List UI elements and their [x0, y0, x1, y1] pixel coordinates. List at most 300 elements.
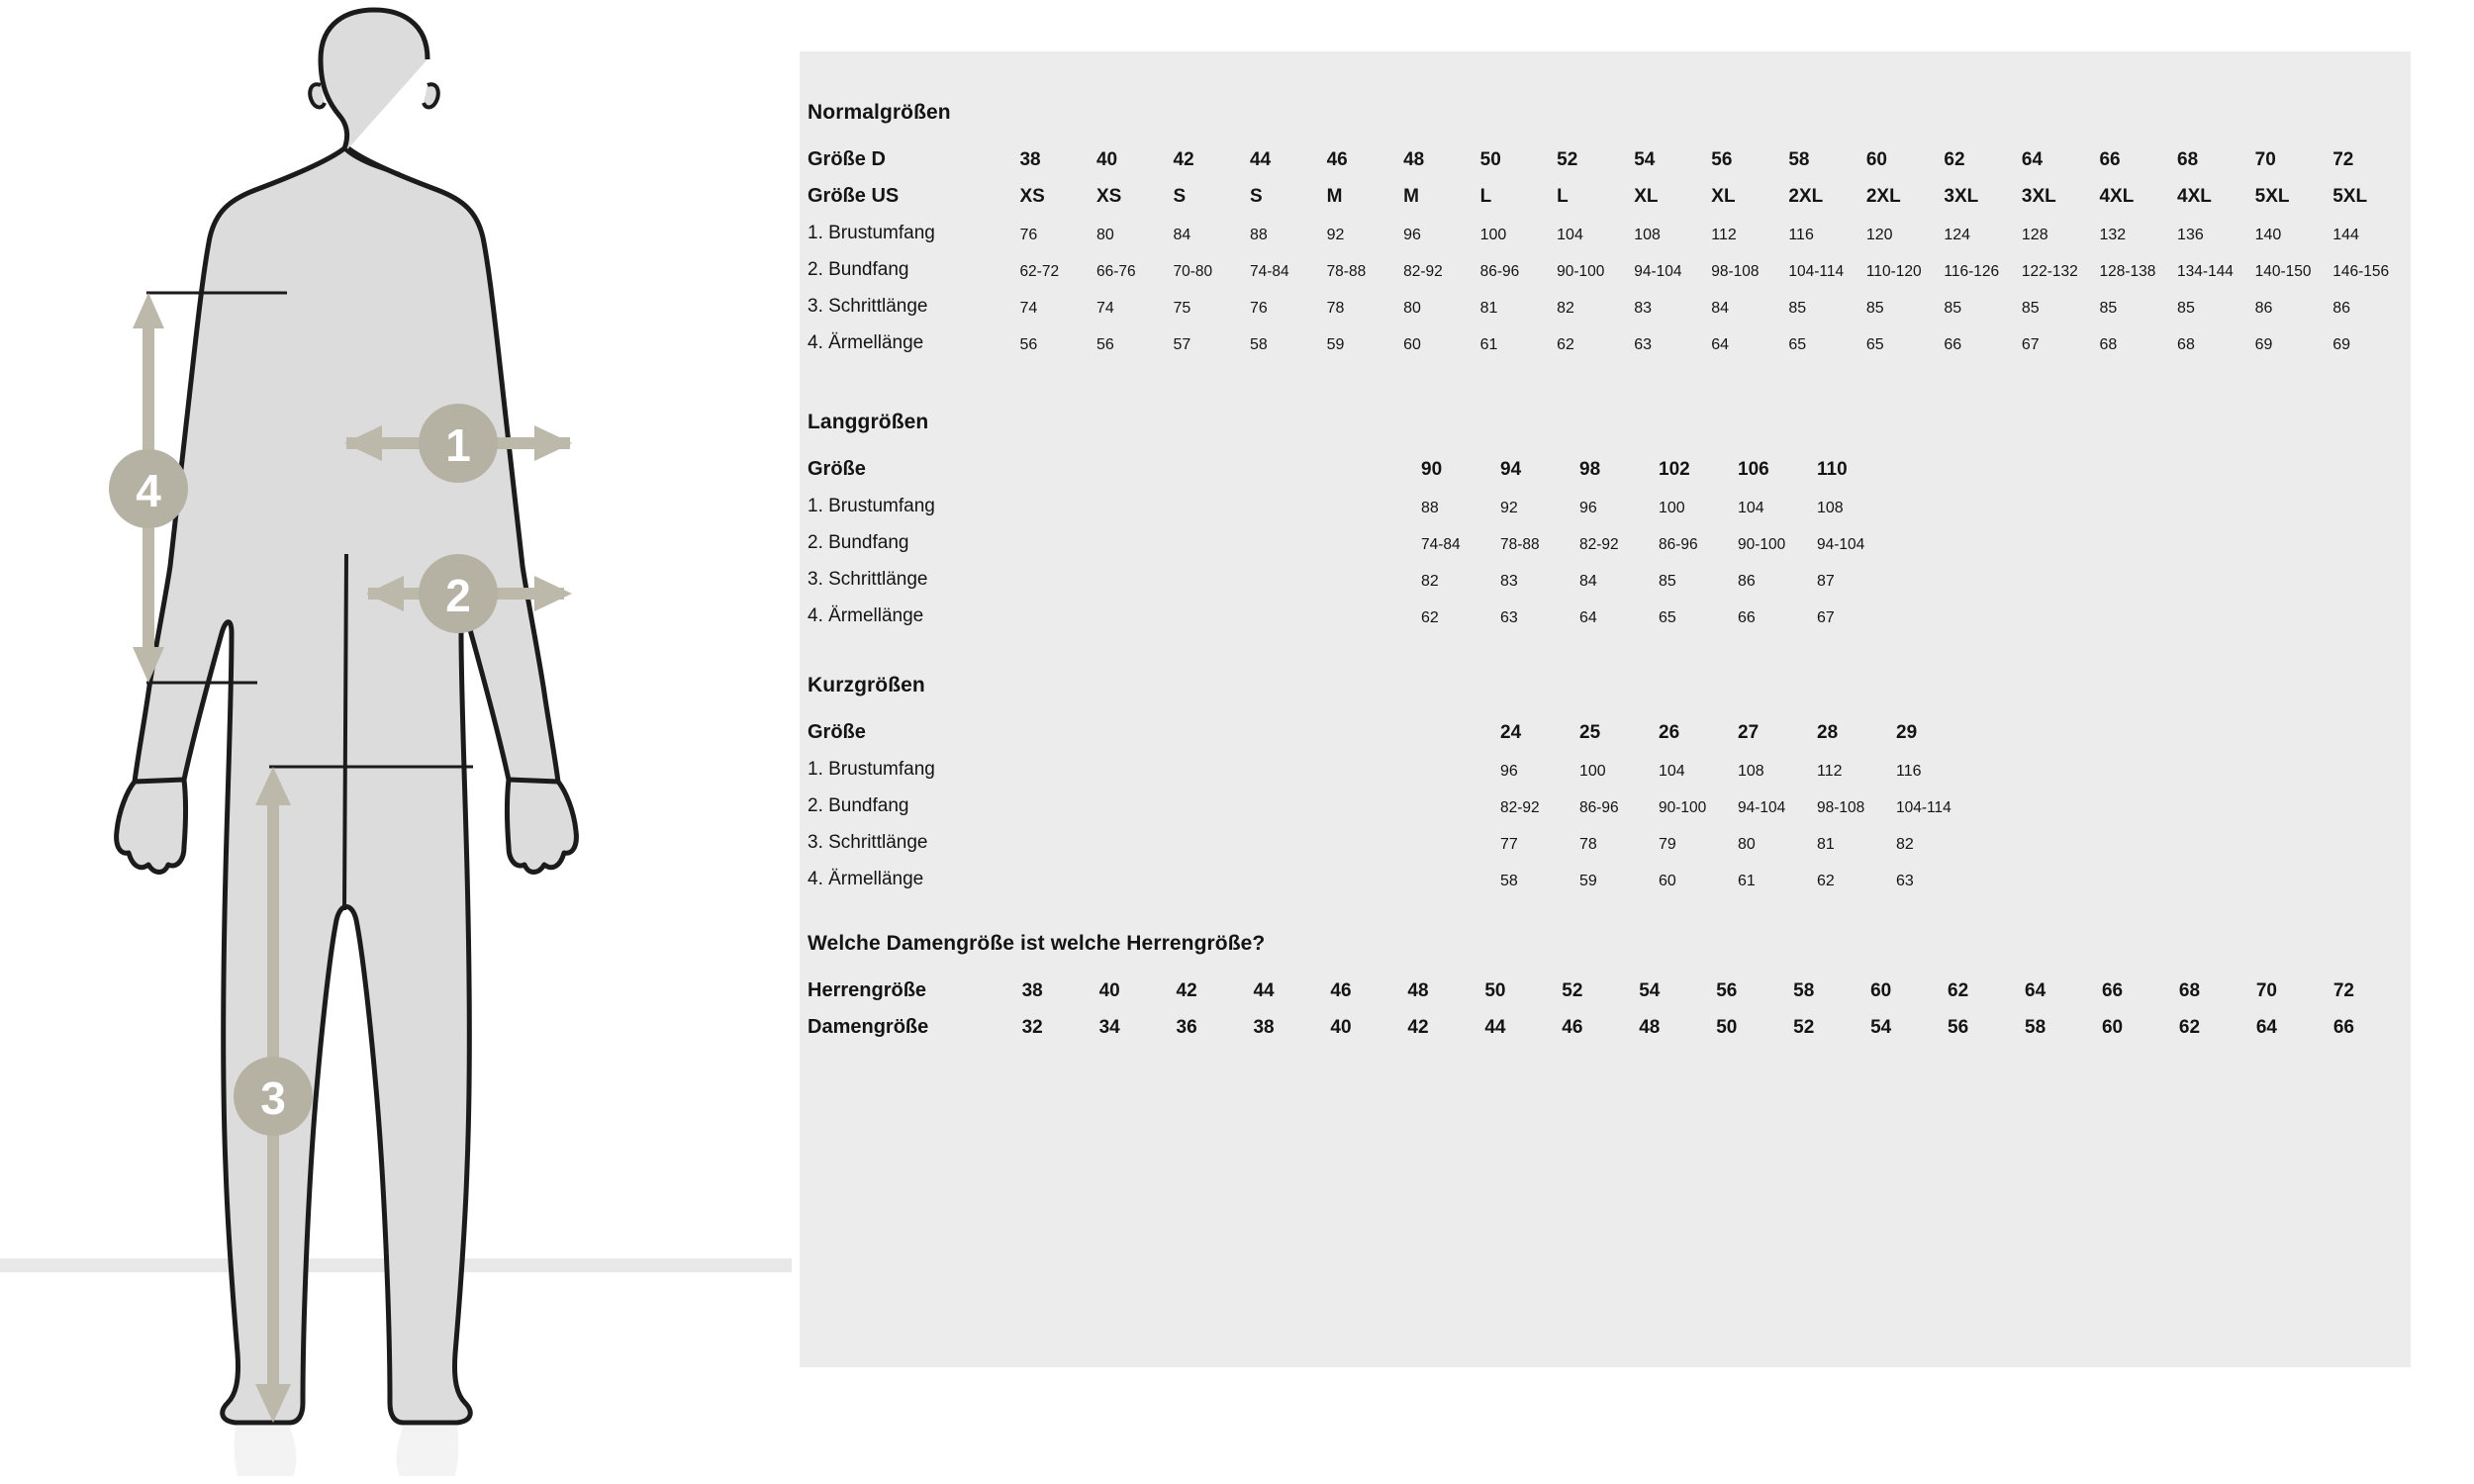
spacer-cell — [1263, 554, 1342, 591]
row-label: Größe — [808, 721, 866, 743]
table-cell: 108 — [1738, 763, 1764, 780]
row-label: Größe D — [808, 148, 886, 170]
table-cell: 76 — [1019, 227, 1038, 243]
table-cell: 84 — [1173, 227, 1191, 243]
spacer-cell — [1104, 744, 1184, 781]
table-cell: S — [1250, 186, 1263, 207]
section-size-conversion — [808, 932, 2411, 1039]
table-cell: 85 — [1944, 300, 1962, 317]
spacer-cell — [1184, 781, 1263, 817]
table-cell: 68 — [2178, 980, 2201, 1001]
table-cell: 94-104 — [1634, 263, 1682, 280]
table-normalgroessen — [808, 135, 2411, 354]
table-cell: 70 — [2255, 980, 2277, 1001]
table-cell: 84 — [1579, 573, 1597, 590]
table-cell: 98 — [1579, 459, 1601, 480]
table-cell: 94 — [1500, 459, 1522, 480]
table-cell: 120 — [1865, 227, 1893, 243]
table-cell: 82 — [1896, 836, 1914, 853]
table-cell: 32 — [1021, 1017, 1043, 1038]
spacer-cell — [1104, 854, 1184, 890]
table-cell: 85 — [2099, 300, 2118, 317]
table-cell: 82 — [1421, 573, 1439, 590]
section-title-conversion: Welche Damengröße ist welche Herrengröße? — [808, 932, 1266, 955]
table-cell: 146-156 — [2332, 263, 2390, 280]
table-row — [808, 781, 1975, 817]
table-cell: 54 — [1870, 1017, 1892, 1038]
spacer-cell — [1263, 481, 1342, 517]
row-label: 1. Brustumfang — [808, 759, 935, 780]
row-label: 3. Schrittlänge — [808, 832, 928, 853]
size-chart-panel — [800, 51, 2411, 1367]
table-cell: 56 — [1711, 149, 1733, 170]
table-cell: 34 — [1098, 1017, 1120, 1038]
table-cell: 88 — [1250, 227, 1268, 243]
table-cell: 96 — [1579, 500, 1597, 516]
spacer-cell — [1421, 854, 1500, 890]
table-cell: 38 — [1253, 1017, 1275, 1038]
table-cell: 92 — [1326, 227, 1345, 243]
section-langgroessen — [808, 411, 1896, 627]
table-cell: 96 — [1403, 227, 1421, 243]
spacer-cell — [1263, 854, 1342, 890]
table-cell: 84 — [1711, 300, 1730, 317]
svg-text:3: 3 — [260, 1072, 286, 1124]
table-cell: 58 — [1500, 873, 1518, 889]
row-label: 1. Brustumfang — [808, 223, 935, 243]
table-row — [808, 481, 1896, 517]
table-cell: 46 — [1330, 980, 1352, 1001]
spacer-cell — [1104, 517, 1184, 554]
row-label: 2. Bundfang — [808, 795, 909, 816]
table-row — [808, 707, 1975, 744]
spacer-cell — [1184, 591, 1263, 627]
table-cell: 78-88 — [1500, 536, 1540, 553]
table-cell: 110 — [1817, 459, 1848, 480]
table-cell: 74-84 — [1421, 536, 1461, 553]
row-label: Herrengröße — [808, 979, 927, 1001]
table-cell: 94-104 — [1738, 799, 1786, 816]
table-cell: 42 — [1176, 980, 1197, 1001]
row-label: Damengröße — [808, 1016, 929, 1038]
figure-panel — [0, 0, 792, 1484]
table-cell: 85 — [1659, 573, 1676, 590]
table-cell: 40 — [1095, 149, 1118, 170]
table-cell: 62 — [1948, 980, 1969, 1001]
row-label: 2. Bundfang — [808, 532, 909, 553]
table-cell: 60 — [1865, 149, 1887, 170]
table-cell: 68 — [2177, 336, 2195, 353]
table-cell: 122-132 — [2021, 263, 2078, 280]
spacer-cell — [1263, 444, 1342, 481]
table-cell: 66 — [2332, 1017, 2354, 1038]
table-cell: 64 — [1579, 609, 1597, 626]
table-cell: 74 — [1019, 300, 1038, 317]
table-cell: 56 — [1948, 1017, 1969, 1038]
table-cell: 3XL — [1944, 186, 1979, 207]
spacer-cell — [1263, 591, 1342, 627]
table-cell: 94-104 — [1817, 536, 1865, 553]
table-cell: 69 — [2254, 336, 2273, 353]
spacer-cell — [1342, 744, 1421, 781]
spacer-cell — [1184, 707, 1263, 744]
table-cell: 78 — [1326, 300, 1345, 317]
table-cell: 67 — [2021, 336, 2040, 353]
table-cell: 66 — [1944, 336, 1962, 353]
spacer-cell — [1025, 517, 1104, 554]
spacer-cell — [1025, 854, 1104, 890]
table-row — [808, 966, 2411, 1002]
table-cell: 52 — [1793, 1017, 1815, 1038]
table-cell: 100 — [1659, 500, 1685, 516]
table-cell: 64 — [1711, 336, 1730, 353]
table-cell: 79 — [1659, 836, 1676, 853]
table-cell: 112 — [1817, 763, 1843, 780]
table-cell: 42 — [1173, 149, 1194, 170]
body-silhouette — [117, 10, 577, 1423]
table-cell: 56 — [1019, 336, 1038, 353]
section-title-kurzgroessen: Kurzgrößen — [808, 674, 925, 696]
spacer-cell — [1104, 554, 1184, 591]
table-cell: 92 — [1500, 500, 1518, 516]
table-cell: 50 — [1716, 1017, 1738, 1038]
table-cell: M — [1403, 186, 1419, 207]
table-cell: 134-144 — [2177, 263, 2234, 280]
table-row — [808, 171, 2411, 208]
marker-badge-1 — [419, 404, 498, 483]
table-cell: 86 — [1738, 573, 1756, 590]
table-cell: 50 — [1484, 980, 1506, 1001]
spacer-cell — [1184, 744, 1263, 781]
table-cell: 85 — [1865, 300, 1884, 317]
table-cell: 48 — [1639, 1017, 1661, 1038]
table-cell: 54 — [1634, 149, 1656, 170]
table-cell: 85 — [1788, 300, 1807, 317]
spacer-cell — [1104, 817, 1184, 854]
table-cell: 98-108 — [1817, 799, 1865, 816]
table-cell: 62 — [1817, 873, 1835, 889]
table-langgroessen — [808, 444, 1896, 627]
spacer-cell — [1025, 744, 1104, 781]
spacer-cell — [1025, 781, 1104, 817]
svg-text:2: 2 — [445, 570, 471, 621]
spacer-cell — [1342, 444, 1421, 481]
spacer-cell — [1342, 817, 1421, 854]
table-cell: 54 — [1639, 980, 1661, 1001]
table-cell: 86-96 — [1579, 799, 1619, 816]
row-label: Größe US — [808, 185, 900, 207]
table-cell: 78-88 — [1326, 263, 1367, 280]
table-cell: 65 — [1788, 336, 1807, 353]
table-cell: 46 — [1326, 149, 1348, 170]
table-cell: 36 — [1176, 1017, 1197, 1038]
spacer-cell — [1025, 591, 1104, 627]
table-cell: 74-84 — [1250, 263, 1289, 280]
table-cell: 63 — [1634, 336, 1653, 353]
table-size-conversion — [808, 966, 2411, 1039]
spacer-cell — [1184, 481, 1263, 517]
table-cell: 61 — [1738, 873, 1756, 889]
table-cell: 65 — [1865, 336, 1884, 353]
table-kurzgroessen — [808, 707, 1975, 890]
table-cell: 77 — [1500, 836, 1518, 853]
table-cell: 25 — [1579, 722, 1601, 743]
table-cell: 68 — [2099, 336, 2118, 353]
table-cell: 52 — [1562, 980, 1583, 1001]
table-cell: 80 — [1095, 227, 1114, 243]
table-cell: S — [1173, 186, 1187, 207]
table-cell: 44 — [1253, 980, 1275, 1001]
spacer-cell — [1263, 817, 1342, 854]
table-cell: 66 — [2101, 980, 2124, 1001]
table-cell: 100 — [1579, 763, 1606, 780]
table-cell: 62 — [1944, 149, 1965, 170]
table-cell: 80 — [1403, 300, 1421, 317]
table-cell: 29 — [1896, 722, 1918, 743]
table-cell: 2XL — [1788, 186, 1824, 207]
spacer-cell — [1184, 854, 1263, 890]
table-cell: 87 — [1817, 573, 1835, 590]
table-cell: 96 — [1500, 763, 1518, 780]
table-cell: 46 — [1562, 1017, 1583, 1038]
spacer-cell — [1421, 781, 1500, 817]
table-cell: 116-126 — [1944, 263, 2000, 280]
row-label: 1. Brustumfang — [808, 496, 935, 516]
spacer-cell — [1025, 481, 1104, 517]
table-cell: 44 — [1250, 149, 1272, 170]
spacer-cell — [1342, 591, 1421, 627]
table-cell: 26 — [1659, 722, 1680, 743]
table-cell: 38 — [1021, 980, 1043, 1001]
section-title-normalgroessen: Normalgrößen — [808, 101, 951, 124]
table-cell: 128 — [2021, 227, 2048, 243]
spacer-cell — [1421, 817, 1500, 854]
section-title-langgroessen: Langgrößen — [808, 411, 929, 433]
table-cell: 66-76 — [1095, 263, 1136, 280]
table-cell: 132 — [2099, 227, 2127, 243]
table-cell: 108 — [1817, 500, 1844, 516]
table-cell: 72 — [2332, 980, 2354, 1001]
table-cell: L — [1557, 186, 1569, 207]
table-cell: 70 — [2254, 149, 2276, 170]
table-row — [808, 854, 1975, 890]
table-cell: 68 — [2177, 149, 2199, 170]
table-cell: 128-138 — [2099, 263, 2156, 280]
table-cell: 98-108 — [1711, 263, 1760, 280]
spacer-cell — [1342, 707, 1421, 744]
table-row — [808, 817, 1975, 854]
table-cell: 90-100 — [1659, 799, 1707, 816]
spacer-cell — [1025, 444, 1104, 481]
table-cell: 136 — [2177, 227, 2204, 243]
table-cell: 70-80 — [1173, 263, 1213, 280]
table-cell: 81 — [1817, 836, 1835, 853]
spacer-cell — [1025, 554, 1104, 591]
table-cell: 60 — [1403, 336, 1421, 353]
table-cell: 140-150 — [2254, 263, 2312, 280]
table-cell: 5XL — [2254, 186, 2290, 207]
spacer-cell — [1342, 554, 1421, 591]
table-cell: 58 — [1250, 336, 1268, 353]
row-label: 4. Ärmellänge — [808, 605, 924, 626]
table-cell: 116 — [1788, 227, 1814, 243]
table-cell: 110-120 — [1865, 263, 1922, 280]
table-cell: M — [1326, 186, 1343, 207]
table-cell: 62 — [1421, 609, 1439, 626]
table-cell: 106 — [1738, 459, 1769, 480]
row-label: Größe — [808, 458, 866, 480]
table-cell: 144 — [2332, 227, 2359, 243]
table-cell: 86-96 — [1659, 536, 1698, 553]
table-cell: XS — [1019, 186, 1045, 207]
row-label: 4. Ärmellänge — [808, 869, 924, 889]
marker-badge-4 — [109, 449, 188, 528]
table-cell: 48 — [1407, 980, 1429, 1001]
table-cell: 75 — [1173, 300, 1191, 317]
table-cell: 59 — [1326, 336, 1345, 353]
table-cell: 104-114 — [1788, 263, 1845, 280]
table-cell: 81 — [1479, 300, 1498, 317]
row-label: 3. Schrittlänge — [808, 569, 928, 590]
spacer-cell — [1184, 554, 1263, 591]
table-cell: 42 — [1407, 1017, 1429, 1038]
table-cell: 124 — [1944, 227, 1971, 243]
table-cell: 60 — [2101, 1017, 2124, 1038]
table-cell: L — [1479, 186, 1492, 207]
spacer-cell — [1025, 817, 1104, 854]
table-row — [808, 135, 2411, 171]
table-cell: 40 — [1098, 980, 1120, 1001]
svg-text:4: 4 — [136, 465, 161, 516]
table-cell: 3XL — [2021, 186, 2056, 207]
table-cell: 86 — [2254, 300, 2273, 317]
figure-reflection — [235, 1425, 459, 1476]
table-cell: 69 — [2332, 336, 2350, 353]
spacer-cell — [1342, 854, 1421, 890]
table-row — [808, 517, 1896, 554]
table-cell: 104-114 — [1896, 799, 1951, 816]
row-label: 3. Schrittlänge — [808, 296, 928, 317]
spacer-cell — [1342, 481, 1421, 517]
table-cell: 60 — [1659, 873, 1676, 889]
table-cell: 85 — [2177, 300, 2195, 317]
spacer-cell — [1104, 591, 1184, 627]
table-cell: 67 — [1817, 609, 1835, 626]
table-cell: 88 — [1421, 500, 1439, 516]
table-cell: 90-100 — [1557, 263, 1605, 280]
table-cell: 86 — [2332, 300, 2350, 317]
spacer-cell — [1342, 781, 1421, 817]
spacer-cell — [1184, 444, 1263, 481]
table-cell: 60 — [1870, 980, 1892, 1001]
table-cell: 4XL — [2099, 186, 2135, 207]
table-cell: 78 — [1579, 836, 1597, 853]
table-cell: 63 — [1896, 873, 1914, 889]
table-cell: XL — [1634, 186, 1659, 207]
table-cell: 38 — [1019, 149, 1041, 170]
table-row — [808, 1002, 2411, 1039]
row-label: 4. Ärmellänge — [808, 332, 924, 353]
table-cell: 56 — [1716, 980, 1738, 1001]
spacer-cell — [1421, 744, 1500, 781]
table-cell: 27 — [1738, 722, 1760, 743]
table-row — [808, 281, 2411, 318]
table-row — [808, 744, 1975, 781]
table-row — [808, 554, 1896, 591]
table-cell: 104 — [1557, 227, 1583, 243]
table-cell: 64 — [2255, 1017, 2277, 1038]
spacer-cell — [1184, 817, 1263, 854]
table-cell: 66 — [2099, 149, 2121, 170]
table-cell: 82-92 — [1579, 536, 1619, 553]
spacer-cell — [1025, 707, 1104, 744]
table-cell: 52 — [1557, 149, 1578, 170]
table-cell: 62 — [2178, 1017, 2201, 1038]
table-cell: 85 — [2021, 300, 2040, 317]
table-cell: 57 — [1173, 336, 1191, 353]
body-measurement-illustration — [0, 0, 792, 1484]
table-cell: 82-92 — [1403, 263, 1443, 280]
table-cell: 4XL — [2177, 186, 2212, 207]
table-cell: 64 — [2025, 980, 2046, 1001]
table-cell: XL — [1711, 186, 1736, 207]
table-cell: 48 — [1403, 149, 1425, 170]
table-cell: 63 — [1500, 609, 1518, 626]
table-cell: 24 — [1500, 722, 1522, 743]
spacer-cell — [1263, 781, 1342, 817]
table-cell: 65 — [1659, 609, 1676, 626]
spacer-cell — [1104, 444, 1184, 481]
table-cell: 58 — [1793, 980, 1815, 1001]
table-cell: 104 — [1659, 763, 1685, 780]
spacer-cell — [1421, 707, 1500, 744]
spacer-cell — [1104, 481, 1184, 517]
marker-badge-2 — [419, 554, 498, 633]
spacer-cell — [1263, 744, 1342, 781]
table-cell: XS — [1095, 186, 1122, 207]
table-row — [808, 444, 1896, 481]
table-cell: 74 — [1095, 300, 1114, 317]
table-cell: 90-100 — [1738, 536, 1786, 553]
table-cell: 82 — [1557, 300, 1574, 317]
table-cell: 5XL — [2332, 186, 2368, 207]
table-cell: 83 — [1500, 573, 1518, 590]
table-cell: 100 — [1479, 227, 1507, 243]
table-row — [808, 591, 1896, 627]
table-cell: 59 — [1579, 873, 1597, 889]
row-label: 2. Bundfang — [808, 259, 909, 280]
table-cell: 116 — [1896, 763, 1922, 780]
table-cell: 90 — [1421, 459, 1443, 480]
section-normalgroessen — [808, 101, 2411, 354]
table-cell: 44 — [1484, 1017, 1506, 1038]
table-cell: 108 — [1634, 227, 1661, 243]
marker-badge-3 — [234, 1057, 313, 1136]
table-cell: 112 — [1711, 227, 1737, 243]
spacer-cell — [1104, 781, 1184, 817]
table-cell: 83 — [1634, 300, 1653, 317]
section-kurzgroessen — [808, 674, 1975, 890]
table-cell: 102 — [1659, 459, 1690, 480]
table-cell: 82-92 — [1500, 799, 1540, 816]
table-cell: 2XL — [1865, 186, 1901, 207]
table-cell: 50 — [1479, 149, 1501, 170]
table-cell: 64 — [2021, 149, 2044, 170]
spacer-cell — [1263, 517, 1342, 554]
svg-text:1: 1 — [445, 419, 471, 471]
spacer-cell — [1104, 707, 1184, 744]
table-cell: 62-72 — [1019, 263, 1060, 280]
